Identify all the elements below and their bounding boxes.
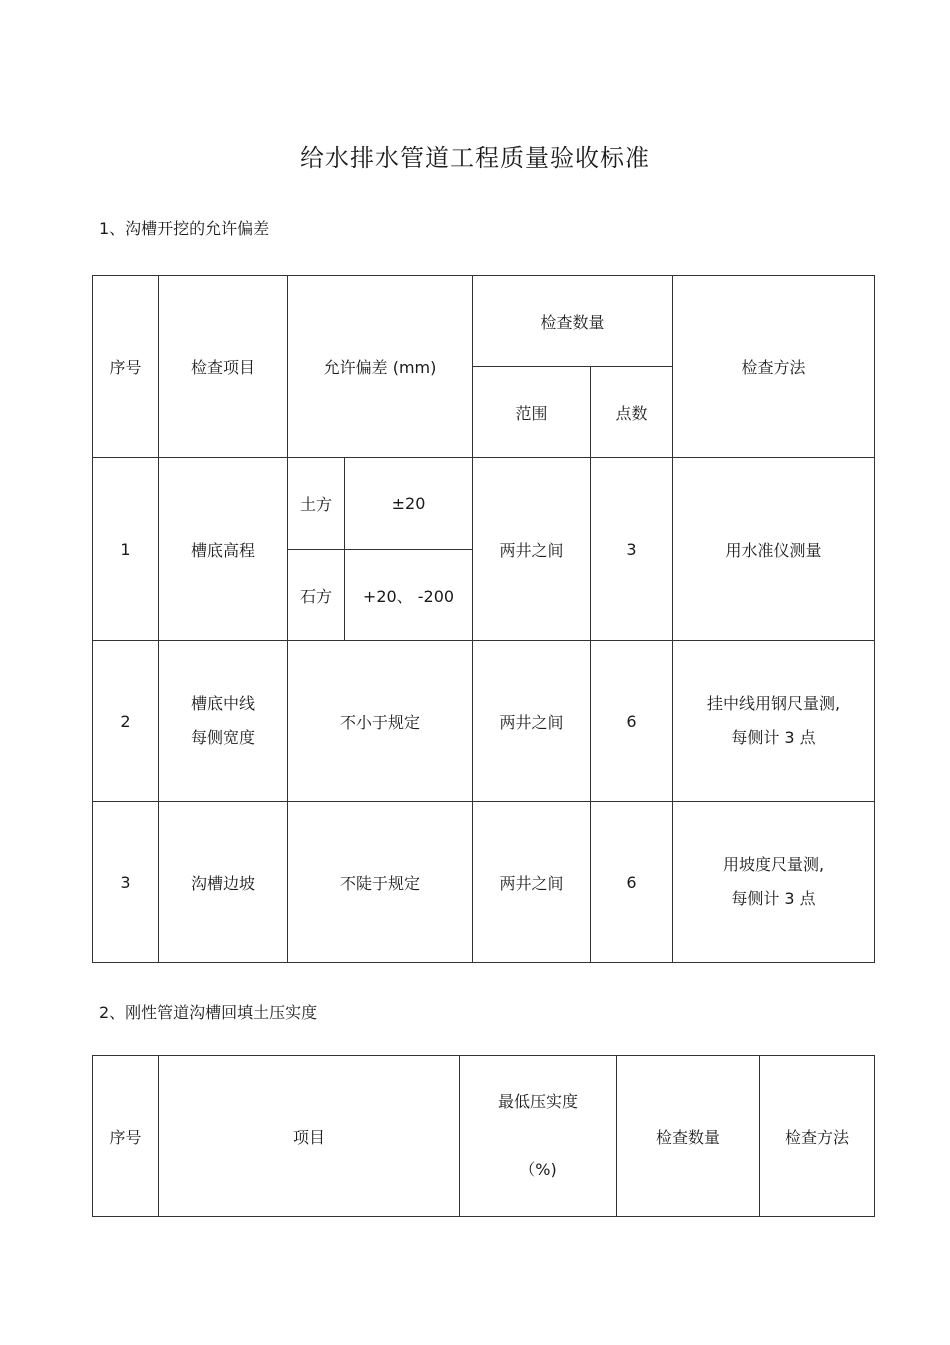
method-line-1: 挂中线用钢尺量测,	[706, 694, 841, 713]
excavation-tolerance-table	[92, 275, 875, 963]
section-1-heading: 1、沟槽开挖的允许偏差	[99, 219, 270, 238]
item-line-2: 每侧宽度	[190, 728, 255, 747]
header-min-compaction	[460, 1056, 617, 1217]
header-seq: 序号	[93, 1056, 159, 1217]
row-tolerance: 不小于规定	[288, 641, 473, 802]
header-range: 范围	[473, 367, 591, 458]
row-seq: 3	[93, 802, 159, 963]
item-line-1: 槽底中线	[190, 694, 255, 713]
header-seq: 序号	[93, 276, 159, 458]
header-quantity: 检查数量	[473, 276, 673, 367]
min-compaction-line-2: （%)	[519, 1160, 557, 1179]
row-item: 槽底高程	[159, 458, 288, 641]
row-method: 用水准仪测量	[673, 458, 875, 641]
header-tolerance: 允许偏差 (mm)	[288, 276, 473, 458]
method-line-2: 每侧计 3 点	[731, 889, 816, 908]
rock-type: 石方	[288, 550, 345, 641]
min-compaction-line-1: 最低压实度	[497, 1092, 578, 1111]
row-method	[673, 641, 875, 802]
header-method: 检查方法	[673, 276, 875, 458]
row-method	[673, 802, 875, 963]
table-row	[93, 641, 875, 802]
row-seq: 1	[93, 458, 159, 641]
header-method: 检查方法	[760, 1056, 875, 1217]
soil-type: 土方	[288, 458, 345, 550]
row-range: 两井之间	[473, 802, 591, 963]
soil-tolerance: ±20	[345, 458, 473, 550]
header-item: 检查项目	[159, 276, 288, 458]
header-item: 项目	[159, 1056, 460, 1217]
row-points: 6	[591, 802, 673, 963]
method-line-2: 每侧计 3 点	[731, 728, 816, 747]
rock-tolerance: +20、 -200	[345, 550, 473, 641]
section-2-heading: 2、刚性管道沟槽回填土压实度	[99, 1003, 318, 1022]
table-row	[93, 458, 875, 550]
row-range: 两井之间	[473, 641, 591, 802]
row-range: 两井之间	[473, 458, 591, 641]
row-points: 6	[591, 641, 673, 802]
row-points: 3	[591, 458, 673, 641]
table-row	[93, 802, 875, 963]
row-seq: 2	[93, 641, 159, 802]
row-item: 沟槽边坡	[159, 802, 288, 963]
header-points: 点数	[591, 367, 673, 458]
method-line-1: 用坡度尺量测,	[722, 855, 825, 874]
row-tolerance: 不陡于规定	[288, 802, 473, 963]
page-title: 给水排水管道工程质量验收标准	[300, 144, 650, 172]
row-item	[159, 641, 288, 802]
header-quantity: 检查数量	[617, 1056, 760, 1217]
compaction-table	[92, 1055, 875, 1217]
